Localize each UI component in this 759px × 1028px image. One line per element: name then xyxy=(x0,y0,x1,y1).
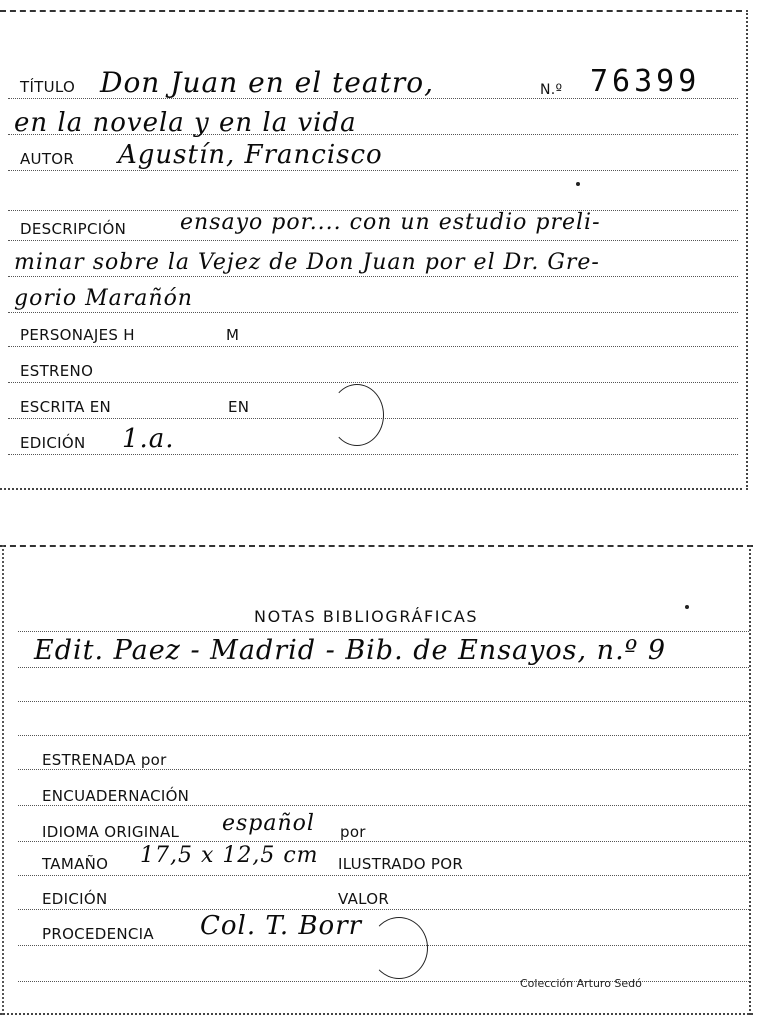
card-bottom-edge xyxy=(0,488,742,490)
titulo-label: TÍTULO xyxy=(20,78,76,96)
rule-line xyxy=(18,841,749,842)
punch-hole-mark xyxy=(330,384,384,446)
idioma-value: español xyxy=(222,811,315,836)
edicion-label: EDICIÓN xyxy=(20,434,86,452)
rule-line xyxy=(18,875,749,876)
personajes-m-label: M xyxy=(226,326,240,344)
tamano-value: 17,5 x 12,5 cm xyxy=(140,843,319,868)
valor-label: VALOR xyxy=(338,890,390,908)
notas-line-1: Edit. Paez - Madrid - Bib. de Ensayos, n.º 9 xyxy=(34,635,667,666)
rule-line xyxy=(18,631,749,632)
estreno-label: ESTRENO xyxy=(20,362,94,380)
autor-label: AUTOR xyxy=(20,150,75,168)
titulo-continuation: en la novela y en la vida xyxy=(14,108,357,138)
ink-dot xyxy=(576,182,580,186)
edicion-back-label: EDICIÓN xyxy=(42,890,108,908)
procedencia-label: PROCEDENCIA xyxy=(42,925,154,943)
ink-dot xyxy=(685,605,689,609)
descripcion-label: DESCRIPCIÓN xyxy=(20,220,127,238)
card-top-edge xyxy=(0,545,753,547)
edicion-value: 1.a. xyxy=(122,424,175,454)
numero-value: 76399 xyxy=(590,64,701,99)
card-right-edge xyxy=(749,545,751,1015)
rule-line xyxy=(18,667,749,668)
rule-line xyxy=(8,346,738,347)
catalog-card-back xyxy=(0,545,759,1015)
notas-heading: NOTAS BIBLIOGRÁFICAS xyxy=(254,607,479,626)
descripcion-line-2: minar sobre la Vejez de Don Juan por el Dr. Gre- xyxy=(14,250,600,275)
rule-line xyxy=(18,769,749,770)
collection-footer: Colección Arturo Sedó xyxy=(520,977,642,990)
numero-label: N.º xyxy=(540,82,563,98)
ilustrado-label: ILUSTRADO POR xyxy=(338,855,464,873)
personajes-label: PERSONAJES H xyxy=(20,326,135,344)
rule-line xyxy=(18,735,749,736)
estrenada-label: ESTRENADA por xyxy=(42,751,167,769)
titulo-value: Don Juan en el teatro, xyxy=(100,66,434,99)
card-top-edge xyxy=(0,10,742,12)
rule-line xyxy=(8,170,738,171)
autor-value: Agustín, Francisco xyxy=(118,140,383,170)
rule-line xyxy=(18,701,749,702)
punch-hole-mark xyxy=(370,917,428,979)
descripcion-line-1: ensayo por.... con un estudio preli- xyxy=(180,210,601,235)
procedencia-value: Col. T. Borr xyxy=(200,911,363,941)
catalog-card-front xyxy=(0,10,748,490)
idioma-label: IDIOMA ORIGINAL xyxy=(42,823,180,841)
tamano-label: TAMAÑO xyxy=(42,855,109,873)
escrita-en-en-label: EN xyxy=(228,398,250,416)
idioma-por-label: por xyxy=(340,823,366,841)
rule-line xyxy=(8,240,738,241)
card-left-edge xyxy=(2,545,4,1015)
descripcion-line-3: gorio Marañón xyxy=(14,286,193,311)
card-bottom-edge xyxy=(0,1013,753,1015)
rule-line xyxy=(8,382,738,383)
rule-line xyxy=(8,276,738,277)
rule-line xyxy=(18,909,749,910)
escrita-en-label: ESCRITA EN xyxy=(20,398,112,416)
encuadernacion-label: ENCUADERNACIÓN xyxy=(42,787,190,805)
rule-line xyxy=(8,312,738,313)
rule-line xyxy=(18,805,749,806)
card-right-edge xyxy=(746,10,748,490)
rule-line xyxy=(8,454,738,455)
